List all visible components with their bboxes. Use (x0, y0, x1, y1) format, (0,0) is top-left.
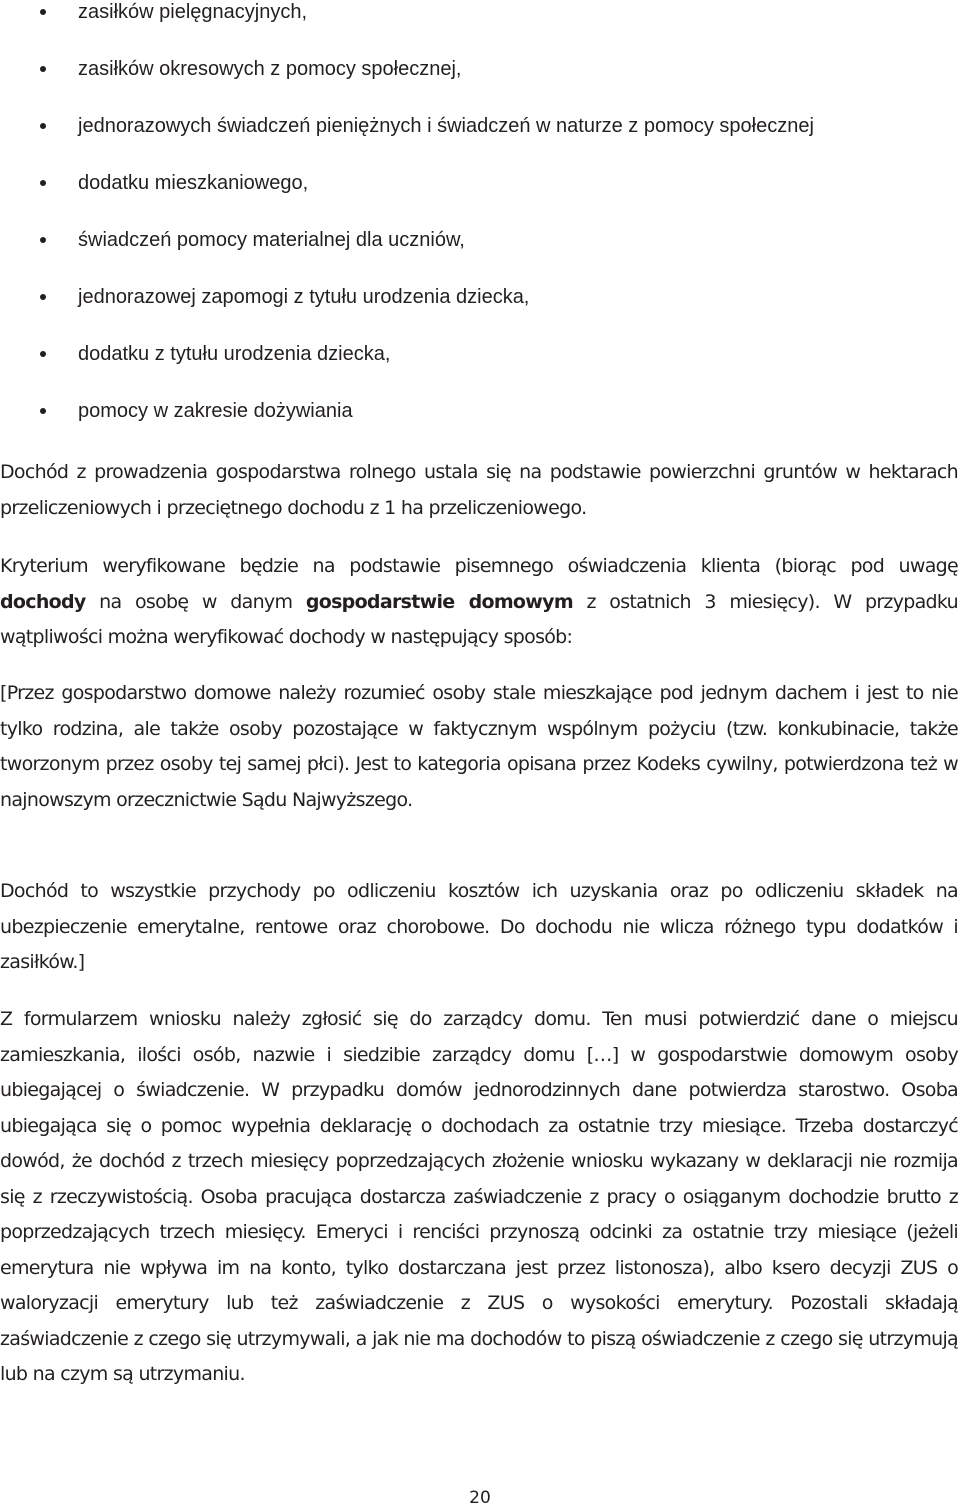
list-item (0, 282, 960, 312)
bullet-icon (40, 294, 46, 300)
list-item-text: dodatku z tytułu urodzenia dziecka, (78, 343, 391, 365)
bullet-icon (40, 66, 46, 72)
list-item-text: zasiłków pielęgnacyjnych, (78, 1, 308, 23)
list-item (0, 54, 960, 84)
paragraph-application-procedure: Z formularzem wniosku należy zgłosić się do zarządcy domu. Ten musi potwierdzić dane o miejscu zamieszkania, ilości osób, nazwie i siedzibie zarządcy domu […] w gospodarstwie domowym osoby ubiegającej o świadczenie. W przypadku domów jednorodzinnych dane potwierdza starostwo. Osoba ubiegająca się o pomoc wypełnia deklarację o dochodach za ostatnie trzy miesiące. Trzeba dostarczyć dowód, że dochód z trzech miesięcy poprzedzających złożenie wniosku wykazany w deklaracji nie rozmija się z rzeczywistością. Osoba pracująca dostarcza zaświadczenie z pracy o osiąganym dochodzie brutto z poprzedzających trzech miesięcy. Emeryci i renciści przynoszą odcinki za ostatnie trzy miesiące (jeżeli emerytura nie wpływa im na konto, tylko dostarczana jest przez listonosza), albo ksero decyzji ZUS o waloryzacji emerytury lub też zaświadczenie z ZUS o wysokości emerytury. Pozostali składają zaświadczenie z czego się utrzymywali, a jak nie ma dochodów to piszą oświadczenie z czego się utrzymują lub na czym są utrzymaniu. (0, 1008, 958, 1385)
list-item (0, 0, 960, 27)
paragraph-income-definition: Dochód to wszystkie przychody po odliczeniu kosztów ich uzyskania oraz po odliczeniu składek na ubezpieczenie emerytalne, rentowe oraz chorobowe. Do dochodu nie wlicza różnego typu dodatków i zasiłków.] (0, 880, 958, 973)
paragraph-farm-income: Dochód z prowadzenia gospodarstwa rolnego ustala się na podstawie powierzchni gruntów w hektarach przeliczeniowych i przeciętnego dochodu z 1 ha przeliczeniowego. (0, 461, 958, 519)
bullet-icon (40, 351, 46, 357)
paragraph-criterion (0, 549, 958, 656)
bullet-icon (40, 123, 46, 129)
list-item-text: świadczeń pomocy materialnej dla uczniów, (78, 229, 465, 251)
bullet-icon (40, 408, 46, 414)
paragraph-text: Kryterium weryfikowane będzie na podstawie pisemnego oświadczenia klienta (biorąc pod uwagę (0, 555, 958, 577)
paragraph-text: z ostatnich 3 miesięcy). W przypadku wątpliwości można weryfikować dochody w następujący sposób: (0, 590, 958, 648)
paragraph-household-definition: [Przez gospodarstwo domowe należy rozumieć osoby stale mieszkające pod jednym dachem i jest to nie tylko rodzina, ale także osoby pozostające w faktycznym wspólnym pożyciu (tzw. konkubinacie, także tworzonym przez osoby tej samej płci). Jest to kategoria opisana przez Kodeks cywilny, potwierdzona też w najnowszym orzecznictwie Sądu Najwyższego. (0, 682, 958, 811)
list-item-text: pomocy w zakresie dożywiania (78, 400, 353, 422)
list-item-text: jednorazowych świadczeń pieniężnych i świadczeń w naturze z pomocy społecznej (78, 115, 814, 137)
list-item-text: zasiłków okresowych z pomocy społecznej, (78, 58, 462, 80)
list-item (0, 225, 960, 255)
list-item (0, 396, 960, 426)
list-item (0, 168, 960, 198)
list-item-text: dodatku mieszkaniowego, (78, 172, 309, 194)
list-item (0, 339, 960, 369)
paragraph-text: na osobę w danym (85, 590, 306, 613)
bold-term-income: dochody (0, 590, 86, 613)
list-item (0, 111, 960, 141)
bullet-icon (40, 9, 46, 15)
bold-term-household: gospodarstwie domowym (305, 590, 573, 613)
bullet-icon (40, 237, 46, 243)
list-item-text: jednorazowej zapomogi z tytułu urodzenia dziecka, (78, 286, 530, 308)
bullet-icon (40, 180, 46, 186)
page-number: 20 (469, 1488, 491, 1508)
